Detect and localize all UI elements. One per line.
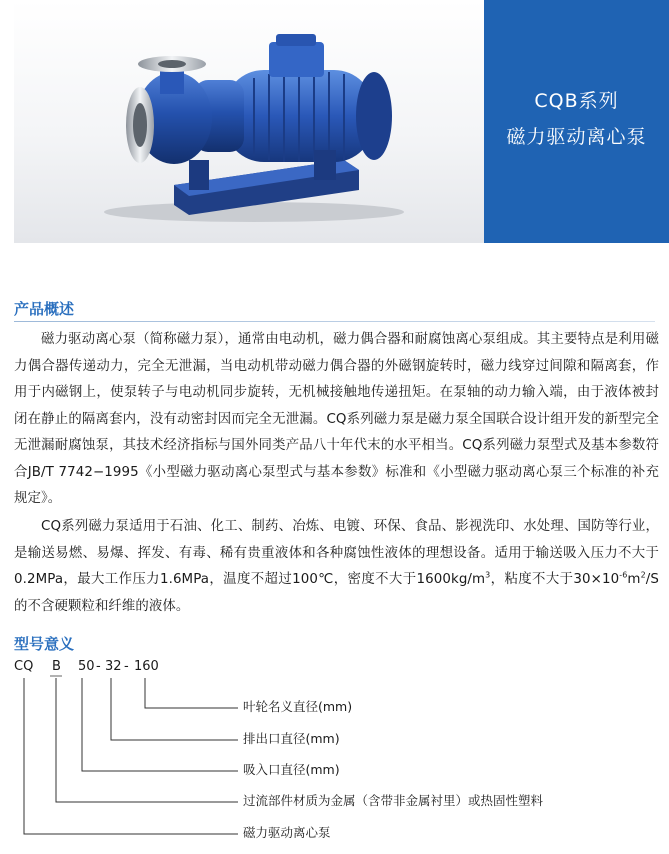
superscript: -6 (619, 570, 628, 580)
paragraph-2-text: ，粘度不大于30×10 (490, 572, 620, 587)
code-cq: CQ (14, 659, 34, 674)
overview-paragraph-1: 磁力驱动离心泵（简称磁力泵），通常由电动机，磁力偶合器和耐腐蚀离心泵组成。其主要特点是利用磁力偶合器传递动力，完全无泄漏，当电动机带动磁力偶合器的外磁钢旋转时，磁力线穿过间隙和隔离套，作用于内磁钢上，使泵转子与电动机同步旋转，无机械接触地传递扭矩。在泵轴的动力输入端，由于液体被封闭在静止的隔离套内，没有动密封因而完全无泄漏。CQ系列磁力泵是磁力泵全国联合设计组开发的新型完全无泄漏耐腐蚀泵，其技术经济指标与国外同类产品八十年代末的水平相当。CQ系列磁力泵型式及基本参数符合JB/T 7742−1995《小型磁力驱动离心泵型式与基本参数》标准和《小型磁力驱动离心泵三个标准的补充规定》。 (14, 332, 659, 506)
leader-line-outlet (111, 678, 238, 740)
code-impeller: 160 (134, 659, 159, 674)
leader-line-impeller (145, 678, 238, 708)
paragraph-2-text: /S的不含硬颗粒和纤维的液体。 (14, 572, 659, 614)
code-b: B (52, 659, 61, 674)
series-subtitle: 磁力驱动离心泵 (506, 126, 647, 148)
series-title: CQB系列 (534, 90, 619, 112)
paragraph-2-text: CQ系列磁力泵适用于石油、化工、制药、冶炼、电镀、环保、食品、影视洗印、水处理、国防等行业，是输送易燃、易爆、挥发、有毒、稀有贵重液体和各种腐蚀性液体的理想设备。适用于输送吸入压力不大于0.2MPa，最大工作压力1.6MPa，温度不超过100℃，密度不大于1600kg/m (14, 519, 659, 587)
code-dash: - (96, 659, 101, 674)
overview-heading: 产品概述 (14, 300, 75, 318)
label-pump-type: 磁力驱动离心泵 (243, 825, 331, 840)
superscript: 2 (640, 570, 646, 580)
paragraph-2-text: m (627, 572, 641, 587)
label-outlet-diameter: 排出口直径(mm) (243, 731, 340, 746)
code-outlet: 32 (105, 659, 122, 674)
code-dash: - (124, 659, 129, 674)
superscript: 3 (485, 570, 491, 580)
leader-line-inlet (82, 678, 238, 771)
model-heading: 型号意义 (14, 635, 75, 653)
label-wetted-material: 过流部件材质为金属（含带非金属衬里）或热固性塑料 (243, 793, 544, 808)
code-inlet: 50 (78, 659, 95, 674)
label-impeller-diameter: 叶轮名义直径(mm) (243, 699, 353, 714)
label-inlet-diameter: 吸入口直径(mm) (243, 762, 340, 777)
